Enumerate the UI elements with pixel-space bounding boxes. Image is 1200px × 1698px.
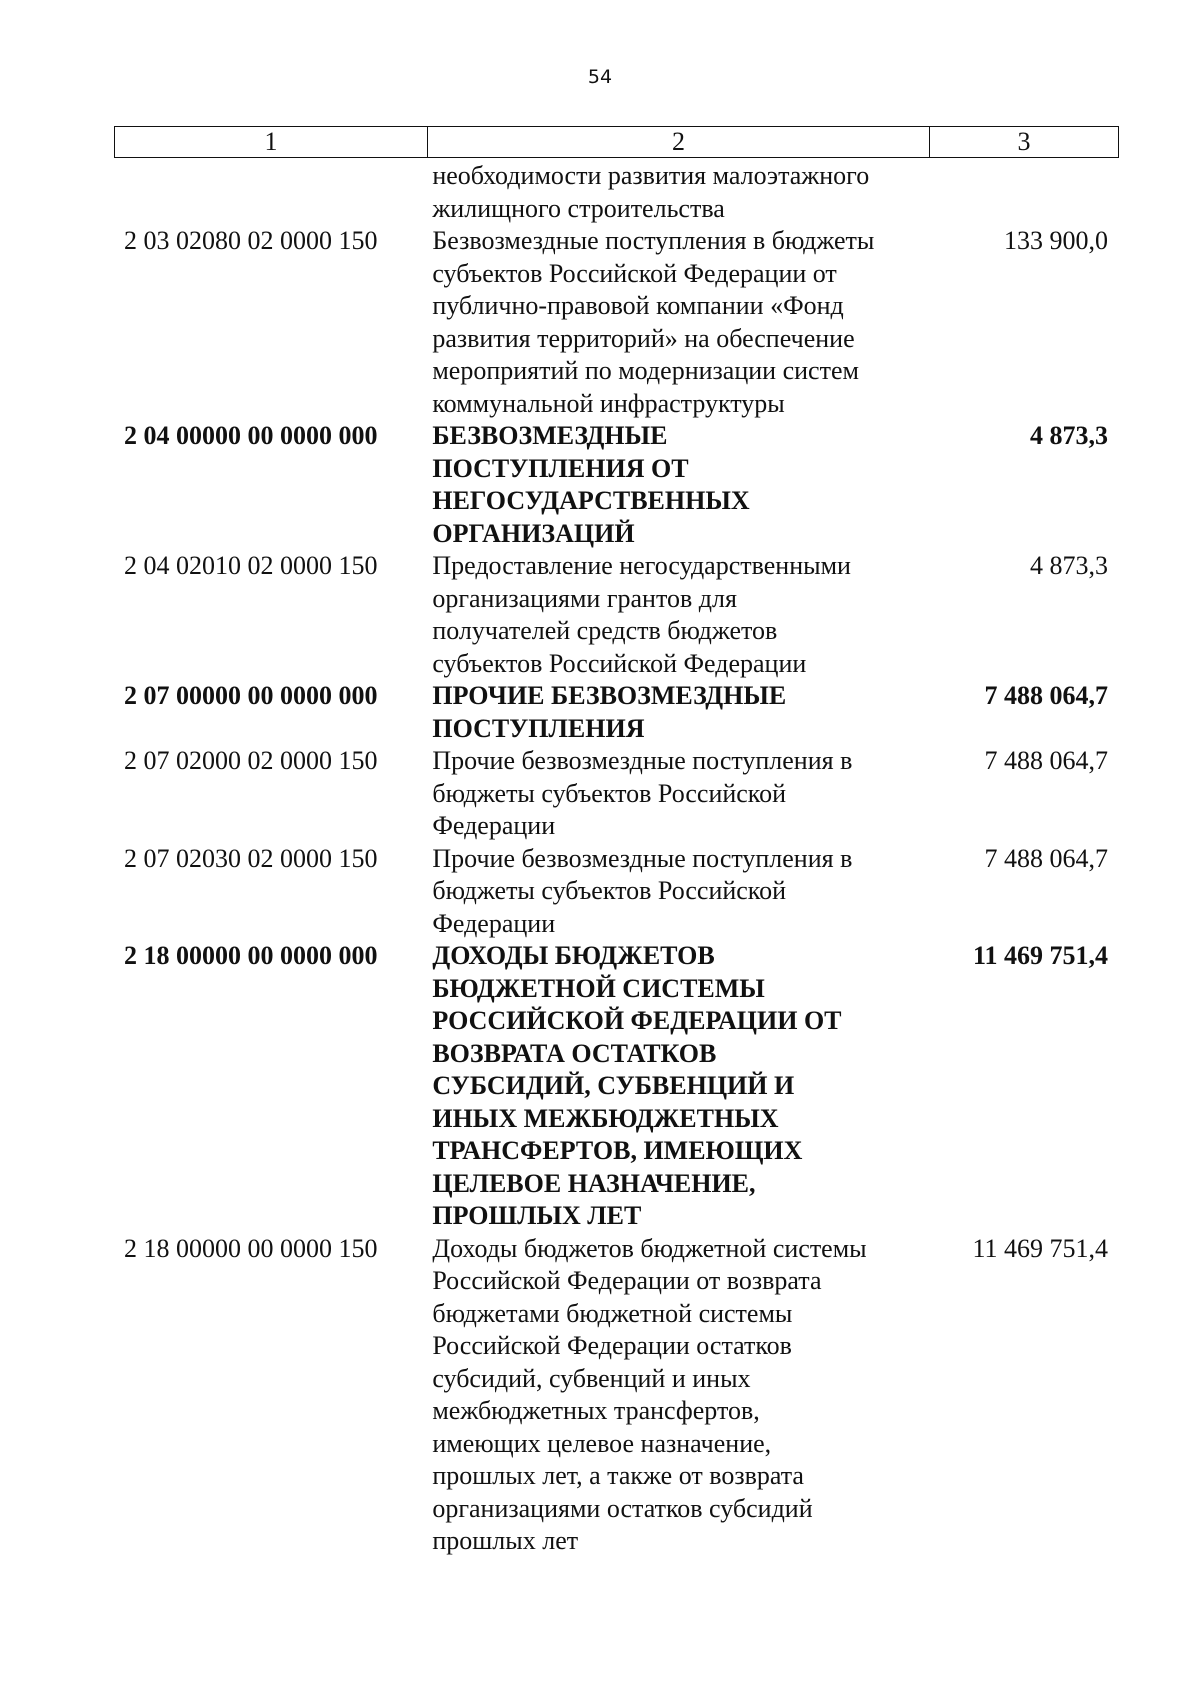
description-line: мероприятий по модернизации систем (432, 356, 859, 385)
description-line: коммунальной инфраструктуры (432, 388, 785, 418)
column-header-1: 1 (115, 127, 428, 158)
table-row (114, 1233, 1118, 1558)
description-line: ИНЫХ МЕЖБЮДЖЕТНЫХ (432, 1103, 779, 1133)
income-description (106, 843, 932, 941)
description-line: прошлых лет (432, 1526, 579, 1555)
description-line: ЦЕЛЕВОЕ НАЗНАЧЕНИЕ, (432, 1168, 756, 1198)
amount-value (933, 160, 1118, 225)
description-line: имеющих целевое назначение, (432, 1428, 772, 1458)
description-line: межбюджетных трансфертов, (432, 1396, 760, 1425)
description-line: ОРГАНИЗАЦИЙ (432, 518, 635, 548)
table-row (114, 680, 1118, 745)
description-line: Федерации (432, 908, 556, 938)
amount-value: 7 488 064,7 (984, 843, 1109, 873)
income-description (106, 225, 932, 420)
table-row (114, 745, 1118, 843)
description-line: БЕЗВОЗМЕЗДНЫЕ (432, 421, 668, 450)
description-line: ВОЗВРАТА ОСТАТКОВ (432, 1038, 717, 1068)
budget-code: 2 18 00000 00 0000 000 (124, 941, 378, 970)
description-line: Российской Федерации остатков (432, 1331, 792, 1360)
budget-code: 2 07 00000 00 0000 000 (124, 681, 378, 710)
table-body (114, 160, 1118, 1558)
description-line: развития территорий» на обеспечение (432, 323, 855, 353)
amount-value: 4 873,3 (1030, 551, 1109, 580)
description-line: РОССИЙСКОЙ ФЕДЕРАЦИИ ОТ (432, 1006, 842, 1035)
table-row (114, 843, 1118, 941)
income-description (106, 160, 932, 225)
description-line: субъектов Российской Федерации от (432, 258, 837, 288)
budget-code: 2 07 02000 02 0000 150 (124, 746, 378, 775)
description-line: публично-правовой компании «Фонд (432, 291, 844, 320)
column-header-2: 2 (428, 127, 930, 158)
description-line: СУБСИДИЙ, СУБВЕНЦИЙ И (432, 1071, 795, 1100)
description-line: Прочие безвозмездные поступления в (432, 746, 853, 775)
description-line: Доходы бюджетов бюджетной системы (432, 1233, 867, 1263)
income-description (106, 745, 932, 843)
income-description (106, 680, 932, 745)
amount-value: 7 488 064,7 (984, 746, 1109, 775)
description-line: прошлых лет, а также от возврата (432, 1461, 804, 1490)
table-row (114, 550, 1118, 680)
page-number: 54 (587, 66, 613, 88)
description-line: Федерации (432, 811, 556, 840)
description-line: получателей средств бюджетов (432, 616, 778, 645)
description-line: Безвозмездные поступления в бюджеты (432, 226, 875, 255)
description-line: жилищного строительства (432, 193, 725, 223)
description-line: ДОХОДЫ БЮДЖЕТОВ (432, 941, 715, 970)
description-line: НЕГОСУДАРСТВЕННЫХ (432, 486, 750, 515)
amount-value: 11 469 751,4 (972, 1233, 1109, 1263)
amount-value: 4 873,3 (1030, 421, 1109, 450)
income-description (106, 550, 932, 680)
description-line: субсидий, субвенций и иных (432, 1363, 751, 1393)
budget-code: 2 04 00000 00 0000 000 (124, 421, 378, 450)
description-line: бюджетами бюджетной системы (432, 1298, 793, 1328)
income-description (106, 940, 932, 1233)
budget-code: 2 18 00000 00 0000 150 (124, 1233, 378, 1263)
description-line: ПОСТУПЛЕНИЯ ОТ (432, 453, 689, 483)
budget-code: 2 04 02010 02 0000 150 (124, 551, 378, 580)
description-line: Прочие безвозмездные поступления в (432, 843, 853, 873)
description-line: ПРОЧИЕ БЕЗВОЗМЕЗДНЫЕ (432, 681, 787, 710)
description-line: бюджеты субъектов Российской (432, 876, 787, 905)
table-row (114, 940, 1118, 1233)
budget-code: 2 03 02080 02 0000 150 (124, 226, 378, 255)
table-header (114, 126, 1119, 158)
description-line: организациями остатков субсидий (432, 1493, 813, 1523)
table-row (114, 420, 1118, 550)
description-line: Предоставление негосударственными (432, 551, 851, 580)
description-line: БЮДЖЕТНОЙ СИСТЕМЫ (432, 973, 765, 1003)
description-line: ПОСТУПЛЕНИЯ (432, 713, 645, 743)
description-line: бюджеты субъектов Российской (432, 778, 787, 808)
table-row (114, 225, 1118, 420)
income-description (106, 1233, 932, 1558)
description-line: субъектов Российской Федерации (432, 648, 807, 678)
description-line: Российской Федерации от возврата (432, 1266, 822, 1295)
amount-value: 11 469 751,4 (972, 941, 1109, 970)
income-description (106, 420, 932, 550)
description-line: ПРОШЛЫХ ЛЕТ (432, 1201, 642, 1230)
table-row (114, 160, 1118, 225)
description-line: ТРАНСФЕРТОВ, ИМЕЮЩИХ (432, 1136, 803, 1165)
description-line: организациями грантов для (432, 583, 737, 613)
amount-value: 133 900,0 (1004, 226, 1109, 255)
amount-value: 7 488 064,7 (984, 681, 1109, 710)
column-header-3: 3 (930, 127, 1119, 158)
budget-code: 2 07 02030 02 0000 150 (124, 843, 378, 873)
description-line: необходимости развития малоэтажного (432, 161, 870, 190)
